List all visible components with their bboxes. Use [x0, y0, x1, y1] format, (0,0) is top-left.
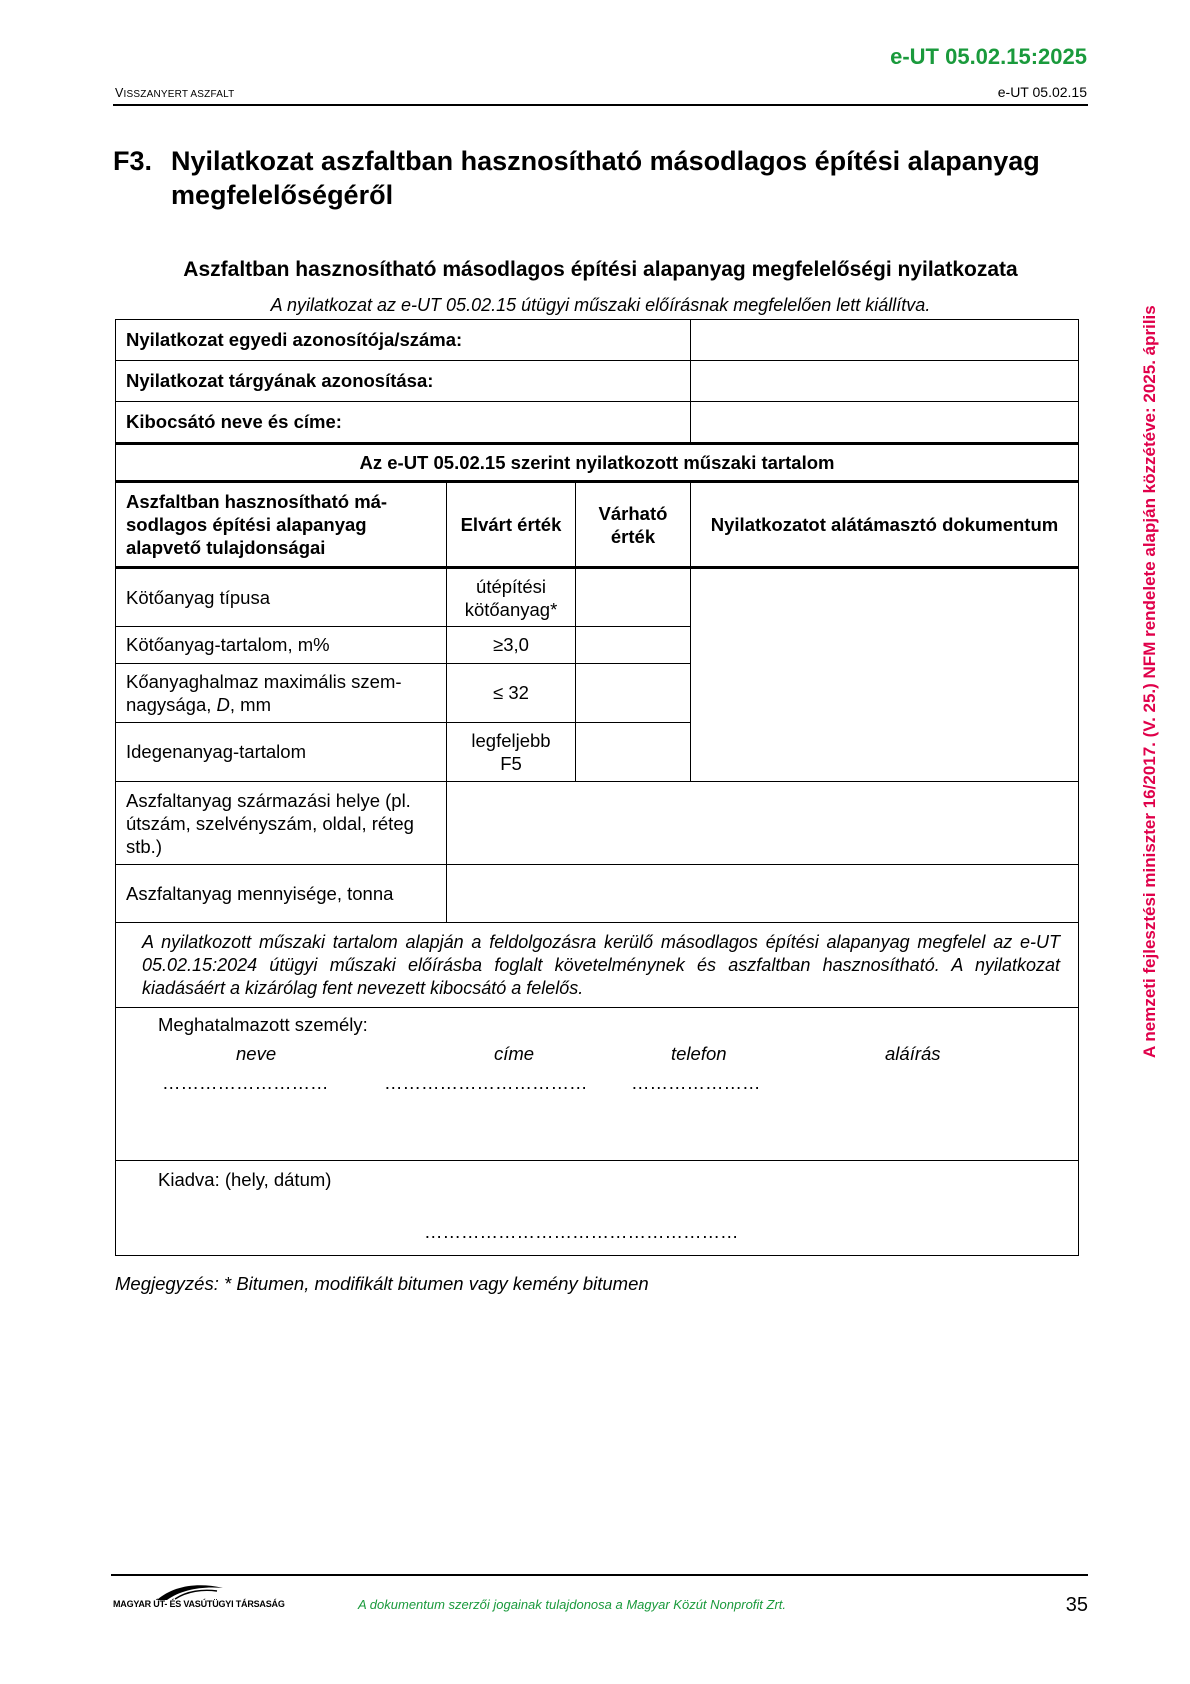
- property-name: Kötőanyag-tartalom, m%: [116, 627, 447, 664]
- logo-text: MAGYAR ÚT- ÉS VASÚTÜGYI TÁRSASÁG: [113, 1599, 285, 1609]
- footer-rule: [111, 1574, 1088, 1576]
- publication-side-note: A nemzeti fejlesztési miniszter 16/2017. (V. 25.) NFM rendelete alapján közzétéve: 2025. április: [1140, 305, 1159, 1058]
- technical-header: Az e-UT 05.02.15 szerint nyilatkozott műszaki tartalom: [116, 444, 1079, 482]
- property-name: Idegenanyag-tartalom: [116, 723, 447, 782]
- form-row: [116, 320, 1079, 361]
- property-name: [116, 664, 447, 723]
- id-value-field[interactable]: [691, 320, 1079, 361]
- document-code: e-UT 05.02.15:2025: [890, 44, 1087, 69]
- signatory-signature-label: aláírás: [885, 1043, 941, 1064]
- expected-value: ≤ 32: [447, 664, 576, 723]
- copyright-notice: A dokumentum szerzői jogainak tulajdonosa a Magyar Közút Nonprofit Zrt.: [358, 1597, 787, 1612]
- subject-label: Nyilatkozat tárgyának azonosítása:: [116, 361, 691, 402]
- signatory-phone-dots[interactable]: …………………: [631, 1072, 761, 1093]
- footnote: Megjegyzés: * Bitumen, modifikált bitumen vagy kemény bitumen: [115, 1273, 649, 1294]
- subject-value-field[interactable]: [691, 361, 1079, 402]
- quantity-label: Aszfaltanyag mennyisége, tonna: [116, 865, 447, 923]
- issuer-value-field[interactable]: [691, 402, 1079, 444]
- signatory-address-label: címe: [494, 1043, 535, 1064]
- form-row: [116, 402, 1079, 444]
- running-code: e-UT 05.02.15: [997, 84, 1087, 100]
- running-title: [115, 86, 234, 100]
- form-row: [116, 361, 1079, 402]
- expected-value: ≥3,0: [447, 627, 576, 664]
- signatory-address-dots[interactable]: ……………………………: [384, 1072, 588, 1093]
- supporting-document-field[interactable]: [691, 568, 1079, 782]
- form-row: [116, 444, 1079, 482]
- property-row: [116, 568, 1079, 627]
- property-value-field[interactable]: [576, 568, 691, 627]
- declaration-form: [115, 319, 1079, 1256]
- property-value-field[interactable]: [576, 627, 691, 664]
- signatory-name-label: neve: [236, 1043, 277, 1064]
- column-header-row: [116, 482, 1079, 568]
- running-title-initial: V: [115, 86, 124, 100]
- issued-cell: [116, 1161, 1079, 1256]
- issued-row: [116, 1161, 1079, 1256]
- header-rule: [113, 104, 1088, 106]
- issuer-label: Kibocsátó neve és címe:: [116, 402, 691, 444]
- quantity-row: [116, 865, 1079, 923]
- id-label: Nyilatkozat egyedi azonosítója/száma:: [116, 320, 691, 361]
- signatory-name-dots[interactable]: ………………………: [162, 1072, 329, 1093]
- issued-label: Kiadva: (hely, dátum): [158, 1169, 332, 1190]
- property-name-text: Kőanyaghalmaz maximális szem-nagysága,: [126, 671, 402, 715]
- property-value-field[interactable]: [576, 664, 691, 723]
- form-heading: Aszfaltban hasznosítható másodlagos építési alapanyag megfelelőségi nyilatkozata: [183, 258, 1018, 281]
- page-number: 35: [1065, 1594, 1088, 1616]
- property-name: Kötőanyag típusa: [116, 568, 447, 627]
- signatory-label: Meghatalmazott személy:: [158, 1014, 368, 1035]
- issued-dots[interactable]: ……………………………………………: [424, 1221, 739, 1242]
- expected-value: útépítési kötőanyag*: [447, 568, 576, 627]
- property-name-unit: , mm: [229, 694, 271, 715]
- declaration-text: A nyilatkozott műszaki tartalom alapján a feldolgozásra kerülő másodlagos építési alapanyag megfelel az e-UT 05.02.15:2024 útügyi műszaki előírásba foglalt követelménynek és aszfaltban hasznosítható. A nyilatkozat kiadásáért a kizárólag fent nevezett kibocsátó a felelős.: [116, 923, 1079, 1008]
- signatory-row: [116, 1008, 1079, 1161]
- section-title-text: Nyilatkozat aszfaltban hasznosítható másodlagos építési alapanyag megfelelőségéről: [171, 146, 1040, 210]
- form-subheading: A nyilatkozat az e-UT 05.02.15 útügyi műszaki előírásnak megfelelően lett kiállítva.: [270, 295, 931, 315]
- society-logo: [113, 1582, 285, 1616]
- column-header-value: Várható érték: [576, 482, 691, 568]
- column-header-document: Nyilatkozatot alátámasztó dokumentum: [691, 482, 1079, 568]
- origin-value-field[interactable]: [447, 782, 1079, 865]
- origin-row: [116, 782, 1079, 865]
- signatory-phone-label: telefon: [671, 1043, 727, 1064]
- expected-value: legfeljebb F5: [447, 723, 576, 782]
- column-header-property: Aszfaltban hasznosítható má-sodlagos építési alapanyag alapvető tulajdonságai: [116, 482, 447, 568]
- declaration-row: [116, 923, 1079, 1008]
- property-value-field[interactable]: [576, 723, 691, 782]
- column-header-expected: Elvárt érték: [447, 482, 576, 568]
- running-title-rest: ISSZANYERT ASZFALT: [123, 89, 235, 100]
- origin-label: Aszfaltanyag származási helye (pl. útszám, szelvényszám, oldal, réteg stb.): [116, 782, 447, 865]
- signatory-cell: [116, 1008, 1079, 1161]
- section-number: F3.: [113, 146, 153, 176]
- property-name-symbol: D: [216, 694, 230, 715]
- quantity-value-field[interactable]: [447, 865, 1079, 923]
